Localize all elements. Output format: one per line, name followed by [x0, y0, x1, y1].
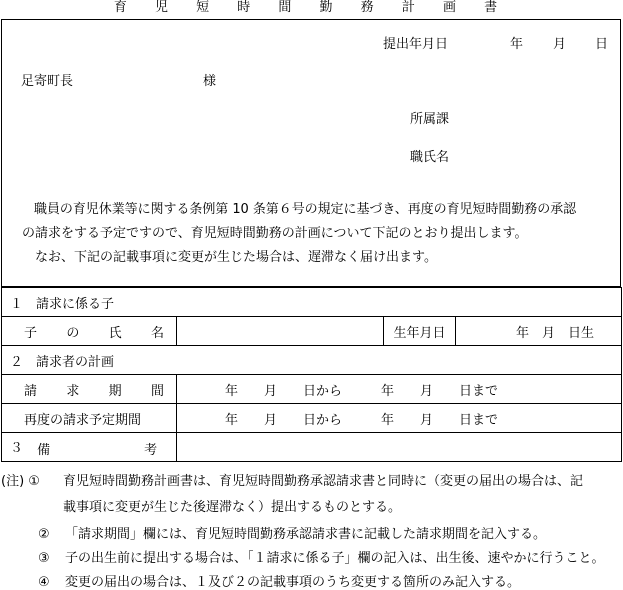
request-period-label: 請 求 期 間: [2, 375, 177, 404]
request-period-value[interactable]: 年 月 日から 年 月 日まで: [177, 375, 622, 404]
note2-mark: ②: [38, 527, 50, 542]
request-table: [1, 287, 622, 462]
position-name-label: 職氏名: [410, 150, 450, 165]
document-title: 育 児 短 時 間 勤 務 計 画 書: [113, 0, 510, 15]
addressee: 足寄町長: [21, 74, 74, 89]
submission-date-label: 提出年月日: [383, 37, 449, 52]
honorific: 様: [203, 74, 217, 89]
year-label: 年: [510, 37, 524, 52]
remarks-label: 備 考: [37, 442, 158, 458]
birth-date-value[interactable]: 年 月 日生: [456, 317, 622, 346]
note3-mark: ③: [38, 551, 50, 566]
section1-header: １ 請求に係る子: [2, 288, 622, 317]
note3-text: 子の出生前に提出する場合は、「１請求に係る子」欄の記入は、出生後、速やかに行うこと。: [65, 551, 605, 566]
child-name-label: 子 の 氏 名: [2, 317, 177, 346]
section2-header: ２ 請求者の計画: [2, 346, 622, 375]
planned-period-value[interactable]: 年 月 日から 年 月 日まで: [177, 404, 622, 433]
form-header-box: [1, 19, 621, 287]
section3-number: ３: [10, 440, 24, 456]
note1-line2: 載事項に変更が生じた後遅滞なく）提出するものとする。: [63, 500, 402, 515]
child-name-value[interactable]: [177, 317, 384, 346]
body-para1-line2: の請求をする予定ですので、育児短時間勤務の計画について下記のとおり提出します。: [22, 226, 528, 241]
birth-date-label: 生年月日: [384, 317, 456, 346]
planned-period-label: 再度の請求予定期間: [2, 404, 177, 433]
note4-text: 変更の届出の場合は、１及び２の記載事項のうち変更する箇所のみ記入する。: [65, 575, 521, 590]
day-label: 日: [595, 37, 609, 52]
note2-text: 「請求期間」欄には、育児短時間勤務承認請求書に記載した請求期間を記入する。: [65, 527, 547, 542]
note4-mark: ④: [38, 575, 50, 590]
remarks-value[interactable]: [177, 433, 622, 462]
month-label: 月: [553, 37, 567, 52]
body-para1-line1: 職員の育児休業等に関する条例第 10 条第６号の規定に基づき、再度の育児短時間勤務の承認: [34, 202, 577, 217]
notes-prefix: (注) ①: [1, 474, 40, 489]
note1-line1: 育児短時間勤務計画書は、育児短時間勤務承認請求書と同時に（変更の届出の場合は、記: [63, 474, 584, 489]
remarks-label-cell: [2, 433, 177, 462]
department-label: 所属課: [410, 112, 450, 127]
body-para2: なお、下記の記載事項に変更が生じた場合は、遅滞なく届け出ます。: [35, 250, 437, 265]
